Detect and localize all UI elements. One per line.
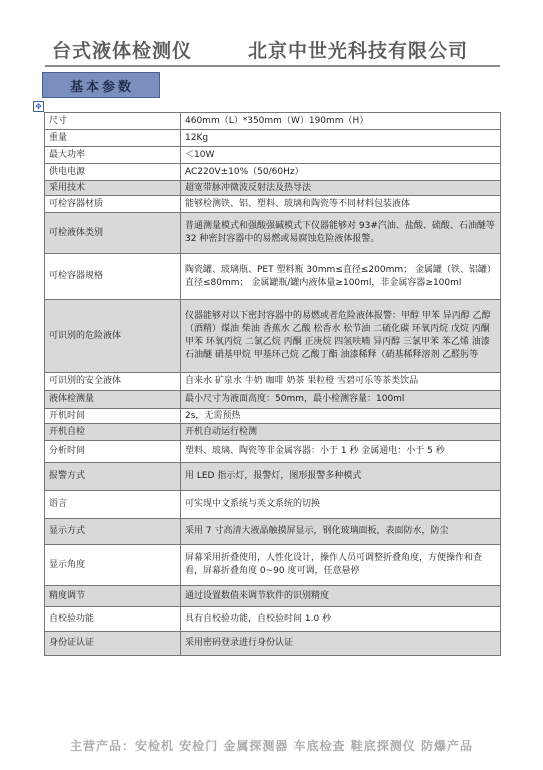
table-row [45, 409, 501, 424]
param-value: 采用密码登录进行身份认证 [181, 632, 501, 656]
table-row [45, 632, 501, 656]
param-label: 可识别的安全液体 [45, 373, 181, 391]
table-row [45, 181, 501, 196]
product-name: 台式液体检测仪 [52, 40, 193, 62]
param-value: 460mm（L）*350mm（W）190mm（H） [181, 113, 501, 130]
table-row [45, 300, 501, 373]
param-label: 可识别的危险液体 [45, 300, 181, 373]
param-label: 液体检测量 [45, 391, 181, 409]
table-row [45, 519, 501, 545]
param-value: 普通测量模式和强酸强碱模式下仪器能够对 93#汽油、盐酸、硫酸、石油醚等 32 种密封容器中的易燃或易腐蚀危险液体报警。 [181, 213, 501, 254]
table-row [45, 491, 501, 519]
table-row [45, 113, 501, 130]
param-value: 采用 7 寸高清大液晶触摸屏显示，钢化玻璃面板，表面防水，防尘 [181, 519, 501, 545]
param-label: 自校验功能 [45, 607, 181, 632]
param-label: 可检容器材质 [45, 196, 181, 213]
spec-table [44, 112, 501, 656]
table-row [45, 196, 501, 213]
param-label: 显示角度 [45, 545, 181, 586]
table-row [45, 164, 501, 181]
company-name: 北京中世光科技有限公司 [248, 40, 469, 62]
table-row [45, 213, 501, 254]
param-value: 塑料、玻璃、陶瓷等非金属容器：小于 1 秒 金属通电：小于 5 秒 [181, 441, 501, 463]
param-label: 开机自检 [45, 424, 181, 441]
param-label: 语言 [45, 491, 181, 519]
param-label: 可检液体类别 [45, 213, 181, 254]
table-row [45, 607, 501, 632]
param-value: 能够检测铁、铝、塑料、玻璃和陶瓷等不同材料包装液体 [181, 196, 501, 213]
param-label: 重量 [45, 130, 181, 147]
param-label: 精度调节 [45, 586, 181, 607]
param-value: 仪器能够对以下密封容器中的易燃或者危险液体报警：甲醇 甲苯 异丙醇 乙醇（酒精）煤油 柴油 香蕉水 乙酸 松香水 松节油 二硫化碳 环氧丙烷 戊烷 丙酮 甲苯 环氧丙烷 二氯乙烷 丙酮 正庚烷 四氢呋喃 异丙醇 三氯甲苯 苯乙烯 油漆 石油醚 硝基甲烷 甲基环己烷 乙酸丁酯 油漆稀释（硝基稀释溶剂 乙醛肟等 [181, 300, 501, 373]
table-row [45, 545, 501, 586]
param-label: 可检容器规格 [45, 254, 181, 300]
param-value: AC220V±10%（50/60Hz） [181, 164, 501, 181]
param-value: 自来水 矿泉水 牛奶 咖啡 奶茶 果粒橙 雪碧可乐等茶类饮品 [181, 373, 501, 391]
param-label: 采用技术 [45, 181, 181, 196]
param-label: 尺寸 [45, 113, 181, 130]
param-label: 供电电源 [45, 164, 181, 181]
param-label: 最大功率 [45, 147, 181, 164]
table-row [45, 147, 501, 164]
table-move-handle-icon[interactable]: ✥ [33, 101, 44, 112]
param-value: ＜10W [181, 147, 501, 164]
param-value: 开机自动运行检测 [181, 424, 501, 441]
section-title-tab [42, 72, 160, 98]
param-value: 可实现中文系统与英文系统的切换 [181, 491, 501, 519]
table-row [45, 373, 501, 391]
header-divider [45, 65, 500, 67]
table-row [45, 254, 501, 300]
param-label: 分析时间 [45, 441, 181, 463]
table-row [45, 424, 501, 441]
param-value: 陶瓷罐、玻璃瓶、PET 塑料瓶 30mm≤直径≤200mm； 金属罐（铁、铝罐）直径≤80mm； 金属罐瓶/罐内液体量≥100ml，非金属容器≥100ml [181, 254, 501, 300]
footer-products: 主营产品：安检机 安检门 金属探测器 车底检查 鞋底探测仪 防爆产品 [70, 739, 473, 753]
param-label: 开机时间 [45, 409, 181, 424]
param-value: 具有自校验功能，自校验时间 1.0 秒 [181, 607, 501, 632]
param-label: 身份证认证 [45, 632, 181, 656]
param-label: 显示方式 [45, 519, 181, 545]
param-value: 屏幕采用折叠使用，人性化设计，操作人员可调整折叠角度，方便操作和查看，屏幕折叠角度 0~90 度可调，任意悬停 [181, 545, 501, 586]
param-value: 通过设置数值来调节软件的识别精度 [181, 586, 501, 607]
param-value: 12Kg [181, 130, 501, 147]
table-row [45, 441, 501, 463]
param-value: 最小尺寸为液面高度：50mm，最小检测容量：100ml [181, 391, 501, 409]
table-row [45, 463, 501, 491]
page-header [0, 36, 543, 62]
param-value: 用 LED 指示灯，报警灯，图形报警多种模式 [181, 463, 501, 491]
table-row [45, 586, 501, 607]
param-value: 超宽带脉冲微波反射法及热导法 [181, 181, 501, 196]
section-title: 基本参数 [70, 80, 135, 95]
table-row [45, 130, 501, 147]
param-label: 报警方式 [45, 463, 181, 491]
param-value: 2s，无需预热 [181, 409, 501, 424]
table-row [45, 391, 501, 409]
